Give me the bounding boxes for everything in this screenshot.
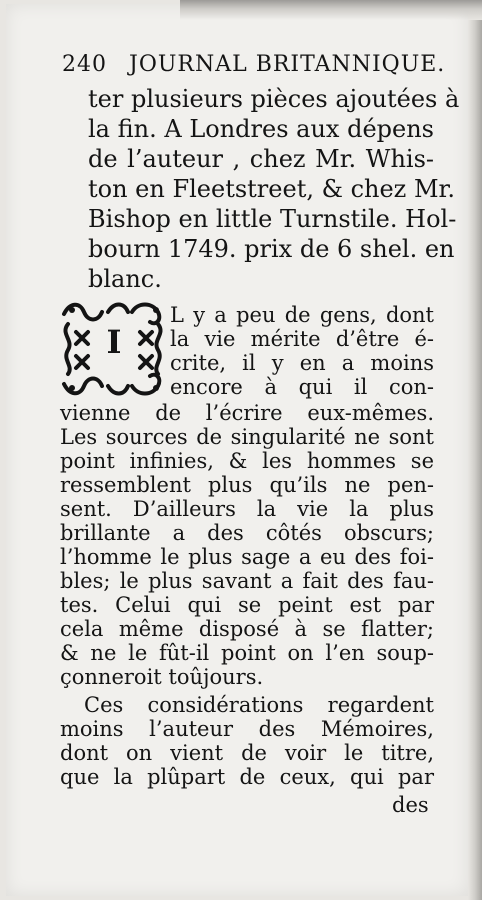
text-line: L y a peu de gens, dont [170,303,434,327]
text-line: çonneroit toûjours. [60,665,264,689]
text-line: la fin. A Londres aux dépens [88,115,434,143]
text-line: Ces considérations regardent [84,693,434,717]
text-line: Les sources de singularité ne sont [60,425,434,449]
page-right-edge-shadow [468,20,482,900]
text-line: blanc. [88,265,162,293]
page-number: 240 [62,52,107,77]
text-line: bles; le plus savant a fait des fau- [60,569,434,593]
text-line: l’homme le plus sage a eu des foi- [60,545,434,569]
text-line: la vie mérite d’être é- [170,327,434,351]
text-line: bourn 1749. prix de 6 shel. en [88,235,455,263]
text-line: dont on vient de voir le titre, [60,741,434,765]
running-header [62,52,446,86]
page-top-edge-shadow [180,0,482,20]
text-line: de l’auteur , chez Mr. Whis- [88,145,434,173]
running-title: JOURNAL BRITANNIQUE. [129,52,446,77]
text-line: vienne de l’écrire eux-mêmes. [60,401,434,425]
text-line: Bishop en little Turnstile. Hol- [88,205,457,233]
text-line: ter plusieurs pièces ajoutées à [88,85,460,113]
text-line: encore à qui il con- [170,375,434,399]
drop-cap-letter: I [106,323,122,361]
text-line: sent. D’ailleurs la vie la plus [60,497,434,521]
ornamental-drop-cap [58,300,170,396]
text-line: crite, il y en a moins [170,351,434,375]
text-line: & ne le fût-il point on l’en soup- [60,641,434,665]
text-line: brillante a des côtés obscurs; [60,521,434,545]
text-line: ressemblent plus qu’ils ne pen- [60,473,434,497]
text-line: cela même disposé à se flatter; [60,617,434,641]
text-line: ton en Fleetstreet, & chez Mr. [88,175,455,203]
text-line: tes. Celui qui se peint est par [60,593,434,617]
text-line: moins l’auteur des Mémoires, [60,717,434,741]
text-line: point infinies, & les hommes se [60,449,434,473]
text-line: que la plûpart de ceux, qui par [60,765,434,789]
catchword: des [392,793,429,817]
